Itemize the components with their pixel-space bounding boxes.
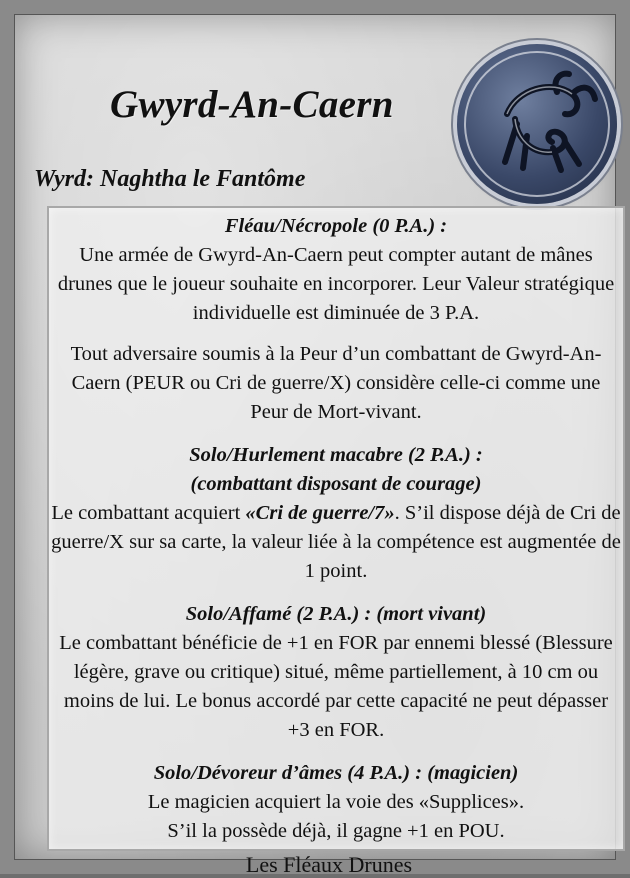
ability-heading: Fléau/Nécropole (0 P.A.) :	[224, 215, 448, 237]
ability-hurlement-macabre	[51, 441, 621, 586]
ability-emphasis: «Cri de guerre/7»	[245, 502, 395, 524]
ability-devoreur-d-ames	[51, 759, 621, 846]
ability-paragraph: Le magicien acquiert la voie des «Supplices».	[147, 791, 525, 813]
card-title: Gwyrd-An-Caern	[110, 83, 394, 126]
abilities-text	[51, 212, 621, 860]
ability-heading: Solo/Affamé (2 P.A.) : (mort vivant)	[185, 603, 487, 625]
ability-text: . S’il dispose déjà de Cri de guerre/X sur sa carte, la valeur liée à la compétence est augmentée de 1 point.	[51, 502, 621, 582]
ability-paragraph: Une armée de Gwyrd-An-Caern peut compter autant de mânes drunes que le joueur souhaite en incorporer. Leur Valeur stratégique individuelle est diminuée de 3 P.A.	[57, 244, 615, 324]
ability-paragraph: Le combattant bénéficie de +1 en FOR par ennemi blessé (Blessure légère, grave ou critique) situé, même partiellement, à 10 cm ou moins de lui. Le bonus accordé par cette capacité ne peut dépasser +3 en FOR.	[59, 632, 613, 741]
ability-text: Le combattant acquiert	[51, 502, 246, 524]
ability-heading: Solo/Hurlement macabre (2 P.A.) :	[189, 444, 483, 466]
ability-paragraph: Tout adversaire soumis à la Peur d’un combattant de Gwyrd-An-Caern (PEUR ou Cri de guerre/X) considère celle-ci comme une Peur de Mort-vivant.	[70, 343, 602, 423]
ability-heading: Solo/Dévoreur d’âmes (4 P.A.) : (magicien)	[153, 762, 519, 784]
ability-paragraph: S’il la possède déjà, il gagne +1 en POU.	[167, 820, 505, 842]
dragon-crest-icon	[457, 44, 617, 204]
ability-paragraph	[51, 499, 621, 586]
card-footer: Les Fléaux Drunes	[245, 852, 413, 877]
abilities-panel	[47, 206, 625, 851]
wyrd-line: Wyrd: Naghtha le Fantôme	[34, 166, 306, 192]
ability-necropole	[51, 212, 621, 427]
emblem-graphic	[457, 44, 617, 204]
ability-subheading: (combattant disposant de courage)	[190, 473, 482, 495]
ability-affame	[51, 600, 621, 745]
